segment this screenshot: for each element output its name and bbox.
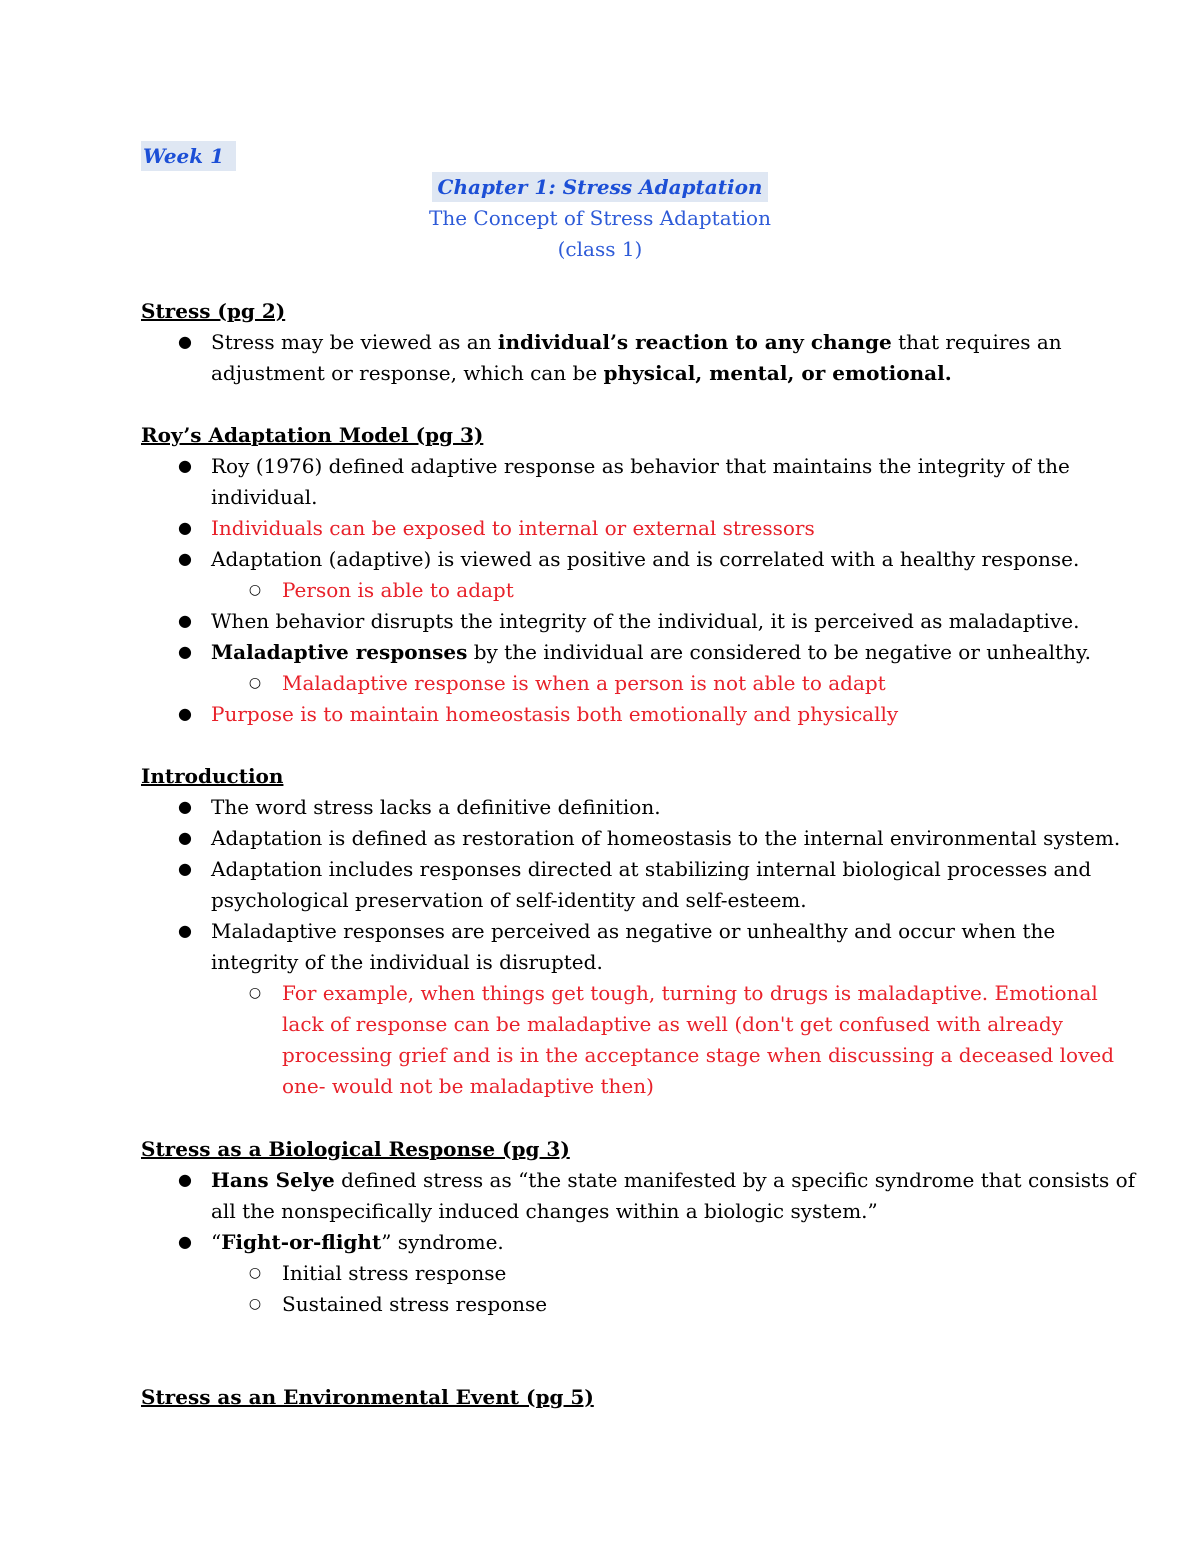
sub-list-item: Sustained stress response: [282, 1292, 548, 1316]
text: adjustment or response, which can be: [211, 361, 604, 385]
list-item-continuation: [211, 358, 1200, 388]
bullet-icon: ●: [178, 704, 192, 723]
list-item: [211, 1165, 1200, 1195]
bullet-icon: ●: [178, 921, 192, 940]
bold-text: Fight-or-flight: [221, 1230, 382, 1254]
hollow-bullet-icon: ○: [248, 582, 262, 598]
list-item-continuation: all the nonspecifically induced changes within a biologic system.”: [211, 1199, 878, 1223]
bullet-icon: ●: [178, 797, 192, 816]
hollow-bullet-icon: ○: [248, 985, 262, 1001]
bullet-icon: ●: [178, 456, 192, 475]
hollow-bullet-icon: ○: [248, 1296, 262, 1312]
chapter-title: Chapter 1: Stress Adaptation: [432, 172, 769, 202]
sub-list-item: Maladaptive response is when a person is not able to adapt: [282, 671, 886, 695]
list-item: [211, 637, 1200, 667]
list-item: Adaptation (adaptive) is viewed as positive and is correlated with a healthy response.: [211, 547, 1080, 571]
bold-text: physical, mental, or emotional.: [603, 361, 952, 385]
bold-text: individual’s reaction to any change: [497, 330, 892, 354]
section-heading-introduction: Introduction: [141, 764, 284, 788]
list-item: Individuals can be exposed to internal or external stressors: [211, 516, 815, 540]
list-item: Roy (1976) defined adaptive response as behavior that maintains the integrity of the: [211, 454, 1070, 478]
list-item-continuation: psychological preservation of self-identity and self-esteem.: [211, 888, 807, 912]
sub-list-item: For example, when things get tough, turning to drugs is maladaptive. Emotional: [282, 981, 1098, 1005]
text: defined stress as “the state manifested by a specific syndrome that consists of: [334, 1168, 1136, 1192]
bullet-icon: ●: [178, 828, 192, 847]
list-item-continuation: integrity of the individual is disrupted.: [211, 950, 603, 974]
sub-list-item-continuation: one- would not be maladaptive then): [282, 1074, 654, 1098]
chapter-title-line: [0, 172, 1200, 202]
bullet-icon: ●: [178, 859, 192, 878]
bullet-icon: ●: [178, 611, 192, 630]
list-item: When behavior disrupts the integrity of the individual, it is perceived as maladaptive.: [211, 609, 1080, 633]
list-item: Purpose is to maintain homeostasis both emotionally and physically: [211, 702, 899, 726]
text: Stress may be viewed as an: [211, 330, 498, 354]
sub-list-item: Initial stress response: [282, 1261, 507, 1285]
week-label: Week 1: [141, 141, 236, 171]
sub-list-item-continuation: processing grief and is in the acceptance stage when discussing a deceased loved: [282, 1043, 1115, 1067]
bullet-icon: ●: [178, 1232, 192, 1251]
list-item: Adaptation includes responses directed at stabilizing internal biological processes and: [211, 857, 1092, 881]
class-label: (class 1): [557, 237, 643, 261]
text: by the individual are considered to be negative or unhealthy.: [467, 640, 1091, 664]
list-item: The word stress lacks a definitive definition.: [211, 795, 661, 819]
section-heading-stress: Stress (pg 2): [141, 299, 286, 323]
list-item: [211, 327, 1200, 357]
list-item: Maladaptive responses are perceived as negative or unhealthy and occur when the: [211, 919, 1056, 943]
section-heading-roy: Roy’s Adaptation Model (pg 3): [141, 423, 484, 447]
section-heading-environmental: Stress as an Environmental Event (pg 5): [141, 1385, 594, 1409]
bullet-icon: ●: [178, 1170, 192, 1189]
subtitle: The Concept of Stress Adaptation: [429, 206, 771, 230]
bold-text: Maladaptive responses: [211, 640, 468, 664]
text: that requires an: [891, 330, 1062, 354]
list-item-continuation: individual.: [211, 485, 318, 509]
bullet-icon: ●: [178, 642, 192, 661]
bullet-icon: ●: [178, 518, 192, 537]
list-item: [211, 1227, 1200, 1257]
bold-text: Hans Selye: [211, 1168, 335, 1192]
text: “: [211, 1230, 222, 1254]
bullet-icon: ●: [178, 549, 192, 568]
text: ” syndrome.: [381, 1230, 504, 1254]
sub-list-item-continuation: lack of response can be maladaptive as well (don't get confused with already: [282, 1012, 1063, 1036]
hollow-bullet-icon: ○: [248, 675, 262, 691]
sub-list-item: Person is able to adapt: [282, 578, 514, 602]
section-heading-biological: Stress as a Biological Response (pg 3): [141, 1137, 570, 1161]
list-item: Adaptation is defined as restoration of homeostasis to the internal environmental system.: [211, 826, 1121, 850]
hollow-bullet-icon: ○: [248, 1265, 262, 1281]
bullet-icon: ●: [178, 332, 192, 351]
